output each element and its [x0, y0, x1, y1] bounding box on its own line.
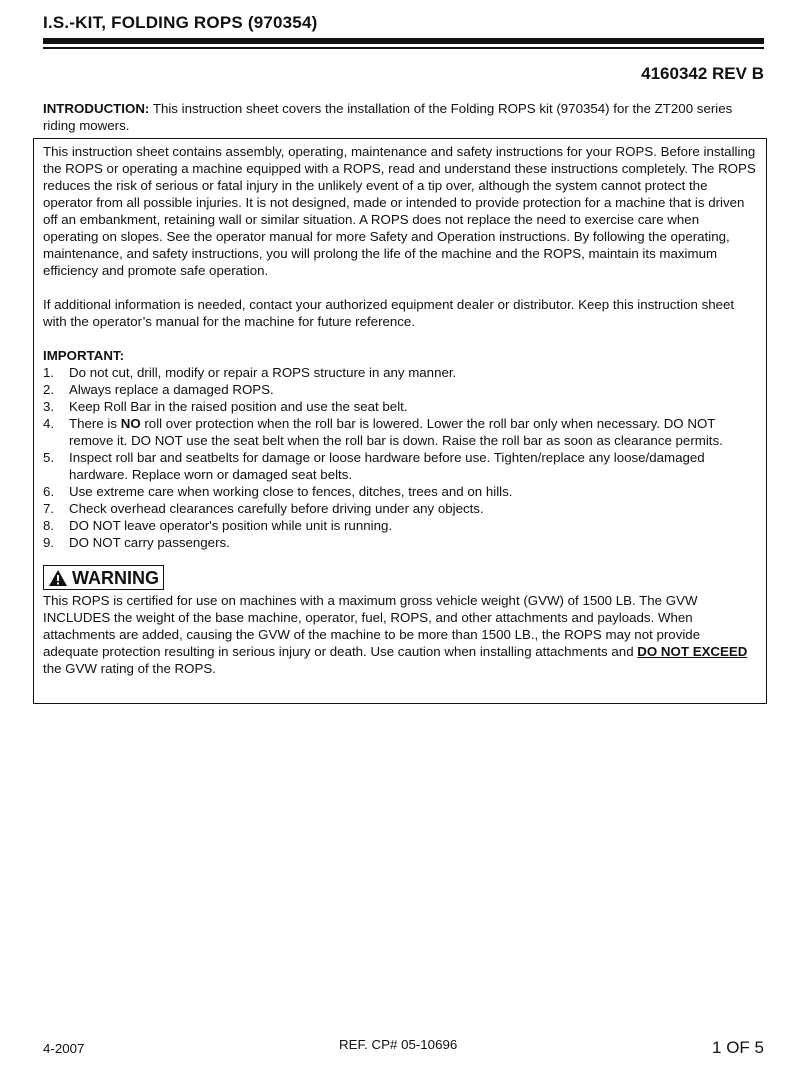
header-rule-thick — [43, 38, 764, 44]
warning-triangle-icon — [48, 569, 68, 587]
instructions-paragraph: This instruction sheet contains assembly, operating, maintenance and safety instructions for your ROPS. Before installing the ROPS or operating a machine equipped with a ROPS, read and understand these instructions completely. The ROPS reduces the risk of serious or fatal injury in the unlikely event of a tip over, although the system cannot protect the operator from all possible injuries. It is not designed, made or intended to provide protection for a machine that is driven off an embankment, retaining wall or similar situation. A ROPS does not replace the need to exercise care when operating on slopes. See the operator manual for more Safety and Operation instructions. By following the operating, maintenance, and safety instructions, you will prolong the life of the machine and the ROPS, maintain its maximum efficiency and promote safe operation. — [43, 144, 756, 278]
header-rule-thin — [43, 47, 764, 49]
page-number: 1 OF 5 — [712, 1038, 764, 1057]
footer-date: 4-2007 — [43, 1041, 85, 1056]
important-list — [43, 364, 757, 551]
list-item: 8. DO NOT leave operator's position while unit is running. — [43, 518, 393, 533]
footer-reference: REF. CP# 05-10696 — [339, 1037, 458, 1052]
document-number: 4160342 REV B — [641, 64, 764, 83]
contact-paragraph: If additional information is needed, contact your authorized equipment dealer or distributor. Keep this instruction sheet with the operator’s manual for the machine for future reference. — [43, 297, 735, 329]
list-item: 2. Always replace a damaged ROPS. — [43, 382, 274, 397]
instruction-box — [33, 138, 767, 704]
list-item: 1. Do not cut, drill, modify or repair a ROPS structure in any manner. — [43, 365, 457, 380]
introduction — [43, 100, 768, 134]
intro-label: INTRODUCTION: — [43, 101, 150, 116]
important-heading: IMPORTANT: — [43, 348, 125, 363]
do-not-exceed-emphasis: DO NOT EXCEED — [637, 644, 748, 659]
warning-text: This ROPS is certified for use on machines with a maximum gross vehicle weight (GVW) of 1500 LB. The GVW INCLUDES the weight of the base machine, operator, fuel, ROPS, and other attachments and payloads. When attachments are added, causing the GVW of the machine to be more than 1500 LB., the ROPS may not provide adequate protection resulting in serious injury or death. Use caution when installing attachments and DO NOT EXCEED the GVW rating of the ROPS. — [43, 593, 748, 676]
list-item: 7. Check overhead clearances carefully before driving under any objects. — [43, 501, 484, 516]
list-item: 6. Use extreme care when working close to fences, ditches, trees and on hills. — [43, 484, 513, 499]
list-item: 9. DO NOT carry passengers. — [43, 535, 230, 550]
list-item: 5. Inspect roll bar and seatbelts for damage or loose hardware before use. Tighten/replace any loose/damaged hardware. Replace worn or damaged seat belts. — [43, 450, 705, 482]
warning-badge — [43, 565, 164, 590]
list-item: 4. There is NO roll over protection when the roll bar is lowered. Lower the roll bar only when necessary. DO NOT remove it. DO NOT use the seat belt when the roll bar is down. Raise the roll bar as soon as clearance permits. — [43, 416, 723, 448]
intro-text: This instruction sheet covers the installation of the Folding ROPS kit (970354) for the ZT200 series riding mowers. — [43, 101, 733, 133]
warning-label: WARNING — [72, 568, 159, 588]
page-title: I.S.-KIT, FOLDING ROPS (970354) — [43, 13, 318, 32]
list-item: 3. Keep Roll Bar in the raised position and use the seat belt. — [43, 399, 408, 414]
